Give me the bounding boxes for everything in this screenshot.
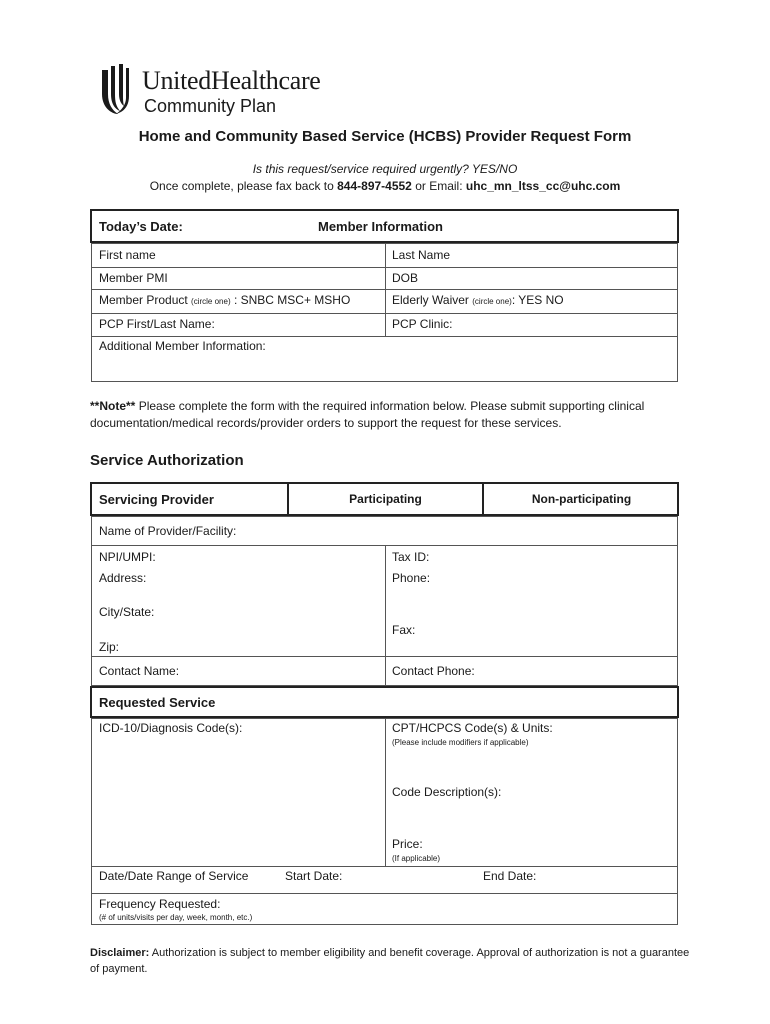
frequency-requested-field[interactable]: Frequency Requested: bbox=[99, 897, 221, 911]
date-range-label: Date/Date Range of Service bbox=[99, 869, 249, 883]
price-field[interactable]: Price: bbox=[392, 837, 423, 851]
provider-name-field[interactable]: Name of Provider/Facility: bbox=[99, 524, 237, 538]
start-date-field[interactable]: Start Date: bbox=[285, 869, 343, 883]
member-information-heading: Member Information bbox=[318, 219, 443, 234]
email-address: uhc_mn_ltss_cc@uhc.com bbox=[465, 179, 621, 193]
note-bold: **Note** bbox=[90, 399, 136, 413]
fax-prefix: Once complete, please fax back to bbox=[149, 179, 338, 193]
non-participating-option[interactable]: Non-participating bbox=[531, 492, 632, 506]
pcp-clinic-field[interactable]: PCP Clinic: bbox=[392, 317, 453, 331]
elderly-waiver-options: : YES NO bbox=[511, 293, 564, 307]
city-state-field[interactable]: City/State: bbox=[99, 605, 155, 619]
elderly-waiver-field[interactable] bbox=[392, 293, 564, 307]
form-title: Home and Community Based Service (HCBS) Provider Request Form bbox=[138, 128, 632, 145]
fax-field[interactable]: Fax: bbox=[392, 623, 416, 637]
end-date-field[interactable]: End Date: bbox=[483, 869, 537, 883]
cpt-hint: (Please include modifiers if applicable) bbox=[392, 738, 529, 747]
address-field[interactable]: Address: bbox=[99, 571, 147, 585]
code-description-field[interactable]: Code Description(s): bbox=[392, 785, 502, 799]
price-hint: (If applicable) bbox=[392, 854, 441, 863]
contact-name-field[interactable]: Contact Name: bbox=[99, 664, 180, 678]
npi-field[interactable]: NPI/UMPI: bbox=[99, 550, 156, 564]
requested-service-heading: Requested Service bbox=[99, 695, 216, 710]
logo-name: UnitedHealthcare bbox=[142, 66, 321, 95]
cpt-hcpcs-field[interactable]: CPT/HCPCS Code(s) & Units: bbox=[392, 721, 553, 735]
service-authorization-heading: Service Authorization bbox=[90, 452, 244, 469]
note-text: Please complete the form with the required information below. Please submit supporting clinical documentation/medical records/provider orders to support the request for these services. bbox=[90, 399, 645, 430]
uhc-u-mark-icon bbox=[100, 64, 130, 116]
icd10-diagnosis-field[interactable]: ICD-10/Diagnosis Code(s): bbox=[99, 721, 243, 735]
member-product-hint: (circle one) bbox=[191, 297, 231, 306]
pcp-name-field[interactable]: PCP First/Last Name: bbox=[99, 317, 215, 331]
participating-option[interactable]: Participating bbox=[349, 492, 422, 506]
unitedhealthcare-logo bbox=[100, 64, 340, 120]
additional-member-info-field[interactable]: Additional Member Information: bbox=[99, 339, 266, 353]
contact-phone-field[interactable]: Contact Phone: bbox=[392, 664, 475, 678]
fax-instructions bbox=[0, 179, 770, 193]
disclaimer-text: Authorization is subject to member eligibility and benefit coverage. Approval of authorization is not a guarantee of payment. bbox=[90, 947, 690, 975]
last-name-field[interactable]: Last Name bbox=[392, 248, 451, 262]
elderly-waiver-label: Elderly Waiver bbox=[392, 293, 469, 307]
note-paragraph bbox=[90, 398, 690, 432]
elderly-waiver-hint: (circle one) bbox=[472, 297, 512, 306]
member-pmi-field[interactable]: Member PMI bbox=[99, 271, 168, 285]
dob-field[interactable]: DOB bbox=[392, 271, 419, 285]
phone-field[interactable]: Phone: bbox=[392, 571, 431, 585]
first-name-field[interactable]: First name bbox=[99, 248, 156, 262]
logo-subtitle: Community Plan bbox=[144, 96, 277, 116]
disclaimer-paragraph bbox=[90, 945, 690, 977]
email-prefix: or Email: bbox=[411, 179, 466, 193]
servicing-provider-label: Servicing Provider bbox=[99, 492, 214, 507]
fax-number: 844-897-4552 bbox=[337, 179, 412, 193]
frequency-hint: (# of units/visits per day, week, month, etc.) bbox=[99, 913, 253, 922]
zip-field[interactable]: Zip: bbox=[99, 640, 120, 654]
tax-id-field[interactable]: Tax ID: bbox=[392, 550, 430, 564]
urgency-question: Is this request/service required urgently? YES/NO bbox=[252, 162, 518, 176]
todays-date-label[interactable]: Today’s Date: bbox=[99, 219, 183, 234]
disclaimer-bold: Disclaimer: bbox=[90, 947, 150, 959]
member-product-field[interactable] bbox=[99, 293, 350, 307]
member-product-label: Member Product bbox=[99, 293, 188, 307]
member-product-options: : SNBC MSC+ MSHO bbox=[230, 293, 351, 307]
